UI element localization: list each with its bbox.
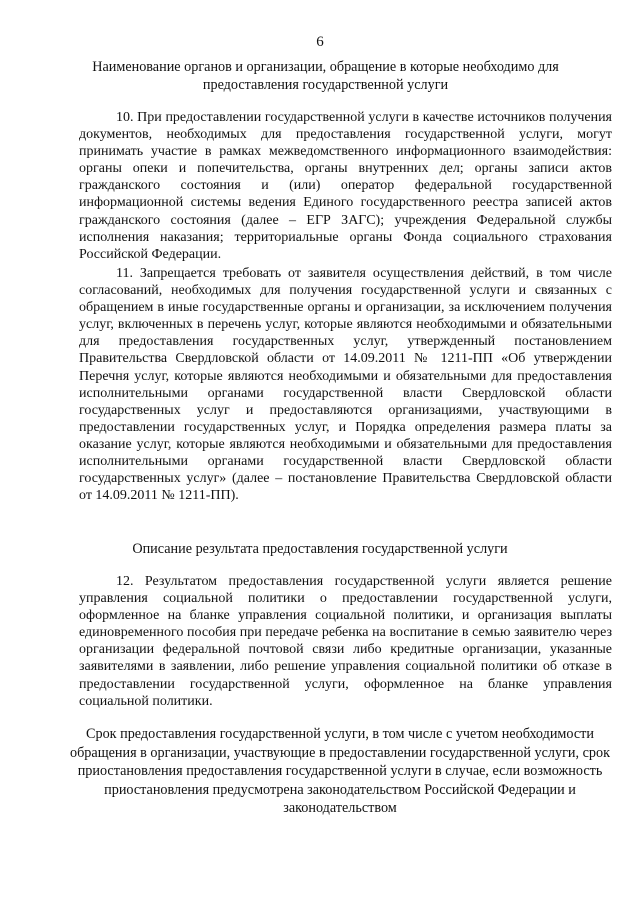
paragraph-11: 11. Запрещается требовать от заявителя осуществления действий, в том числе согласований, необходимых для получения государственной услуги и связанных с обращением в иные государственные органы и организации, за исключением получения услуг, включенных в перечень услуг, которые являются необходимыми и обязательными для предоставления государственных услуг, утвержденный постановлением Правительства Свердловской области от 14.09.2011 № 1211-ПП «Об утверждении Перечня услуг, которые являются необходимыми и обязательными для предоставления исполнительными органами государственной власти Свердловской области государственных услуг и предоставляются организациями, участвующими в предоставлении государственных услуг, и Порядка определения размера платы за оказание услуг, которые являются необходимыми и обязательными для предоставления исполнительными органами государственной власти Свердловской области государственных услуг» (далее – постановление Правительства Свердловской области от 14.09.2011 № 1211-ПП). [79, 266, 612, 504]
section-heading-term: Срок предоставления государственной услуги, в том числе с учетом необходимости обращения в организации, участвующие в предоставлении государственной услуги, срок приостановления предоставления государственной услуги в случае, если возможность приостановления предусмотрена законодательством Российской Федерации и законодательством [70, 726, 610, 816]
paragraph-10: 10. При предоставлении государственной услуги в качестве источников получения документов, необходимых для предоставления государственной услуги, могут принимать участие в рамках межведомственного информационного взаимодействия: органы опеки и попечительства, органы внутренних дел; органы записи актов гражданского состояния и (или) оператор федеральной государственной информационной системы ведения Единого государственного реестра записей актов гражданского состояния (далее – ЕГР ЗАГС); учреждения Федеральной службы исполнения наказания; территориальные органы Фонда социального страхования Российской Федерации. [79, 110, 612, 262]
page-number: 6 [316, 34, 324, 50]
section-heading-organs: Наименование органов и организации, обращение в которые необходимо для предоставления государственной услуги [92, 59, 559, 93]
section-heading-result: Описание результата предоставления государственной услуги [132, 541, 508, 557]
paragraph-12: 12. Результатом предоставления государственной услуги является решение управления социальной политики о предоставлении государственной услуги, оформленное на бланке управления социальной политики, и организация выплаты единовременного пособия при передаче ребенка на воспитание в семью заявителю через организации федеральной почтовой связи либо кредитные организации, указанные заявителями в заявлении, либо решение управления социальной политики об отказе в предоставлении государственной услуги, оформленное на бланке управления социальной политики. [79, 574, 612, 709]
